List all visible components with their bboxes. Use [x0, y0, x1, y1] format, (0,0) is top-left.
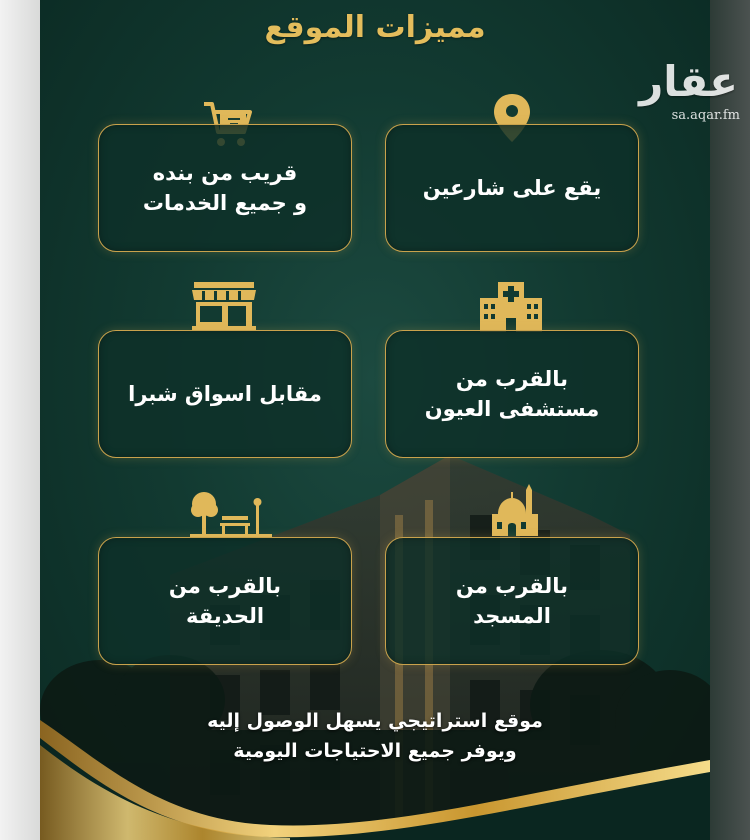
hospital-icon — [478, 282, 544, 332]
feature-card — [98, 124, 352, 252]
feature-card — [98, 330, 352, 458]
feature-text: قريب من بنده و جميع الخدمات — [142, 161, 308, 215]
watermark-url: sa.aqar.fm — [671, 108, 740, 123]
feature-text: بالقرب من المسجد — [455, 574, 569, 628]
feature-card — [385, 537, 639, 665]
poster — [40, 0, 710, 840]
park-icon — [190, 490, 272, 538]
feature-text: مقابل اسواق شبرا — [128, 382, 322, 406]
feature-text: يقع على شارعين — [422, 176, 602, 200]
storefront-icon — [190, 282, 258, 330]
watermark-logo: عقار — [639, 57, 738, 106]
feature-card — [385, 124, 639, 252]
feature-text: بالقرب من الحديقة — [168, 574, 282, 628]
feature-text: بالقرب من مستشفى العيون — [424, 367, 600, 421]
page-title: مميزات الموقع — [264, 10, 486, 45]
left-margin — [0, 0, 40, 840]
footer-text: موقع استراتيجي يسهل الوصول إليه ويوفر جميع الاحتياجات اليومية — [207, 710, 543, 762]
mosque-icon — [490, 484, 540, 536]
feature-card — [98, 537, 352, 665]
right-margin — [710, 0, 750, 840]
feature-card — [385, 330, 639, 458]
